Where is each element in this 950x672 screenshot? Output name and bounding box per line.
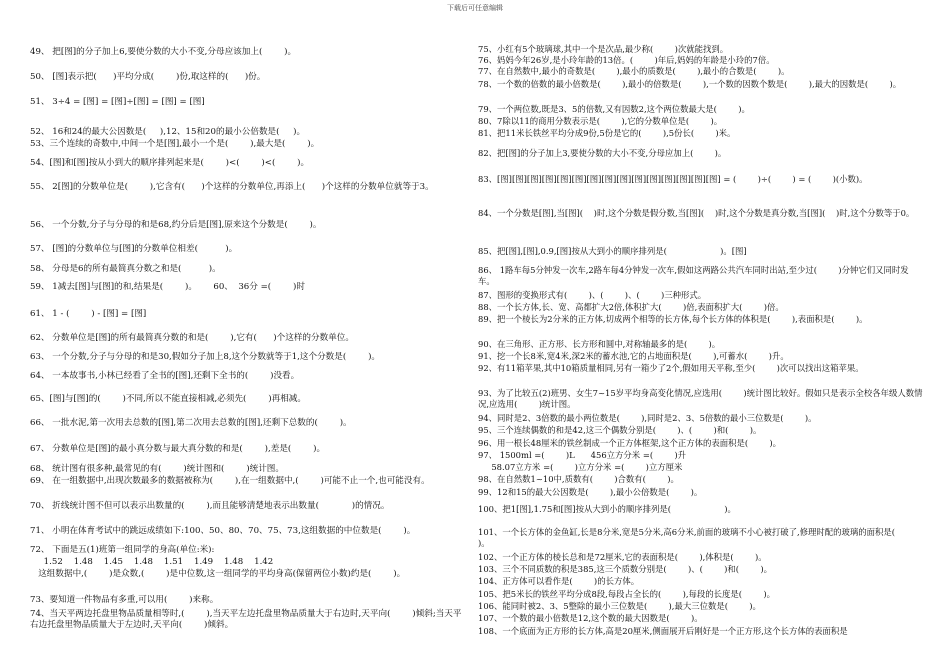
question-item: 56、 一个分数,分子与分母的和是68,约分后是[图],原来这个分数是( )。 — [30, 220, 322, 230]
question-item: 104、正方体可以看作是( )的长方体。 — [478, 576, 640, 586]
question-item: 这组数据中,( )是众数,( )是中位数,这一组同学的平均身高(保留两位小数)约是( )。 — [30, 569, 406, 579]
question-item: 76、妈妈今年26岁,是小玲年龄的13倍。( )年后,妈妈的年龄是小玲的7倍。 — [478, 55, 775, 65]
question-item: 83、[图][图][图][图][图][图][图][图][图][图][图][图][图][图][图] = ( )÷( ) = ( )(小数)。 — [478, 174, 868, 184]
question-item: 91、挖一个长8米,宽4米,深2米的蓄水池,它的占地面积是( ),可蓄水( )升。 — [478, 351, 789, 361]
question-item: 1.52 1.48 1.45 1.48 1.51 1.49 1.48 1.42 — [30, 557, 274, 567]
question-item: 59、 1减去[图]与[图]的和,结果是( )。 60、 36分 =( )时 — [30, 282, 305, 292]
question-item: 82、把[图]的分子加上3,要使分数的大小不变,分母应加上( )。 — [478, 148, 727, 158]
question-item: 103、三个不同质数的积是385,这三个质数分别是( )、( )和( )。 — [478, 564, 773, 574]
question-item: 58、 分母是6的所有最简真分数之和是( )。 — [30, 264, 221, 274]
question-item: 101、一个长方体的金鱼缸,长是8分米,宽是5分米,高6分米,前面的玻璃不小心被打破了,修理时配的玻璃的面积是( )。 — [478, 527, 917, 548]
question-item: 69、 在一组数据中,出现次数最多的数据被称为( ),在一组数据中,( )可能不止一个,也可能没有。 — [30, 476, 430, 486]
page-header: 下载后可任意编辑 — [447, 4, 503, 12]
question-item: 71、 小明在体育考试中的跳远成绩如下:100、50、80、70、75、73,这组数据的中位数是( )。 — [30, 526, 416, 536]
question-item: 74、当天平两边托盘里物品质量相等时,( ),当天平左边托盘里物品质量大于右边时,天平向( )倾斜;当天平右边托盘里物品质量大于左边时,天平向( )倾斜。 — [30, 609, 462, 630]
question-item: 50、 [图]表示把( )平均分成( )份,取这样的( )份。 — [30, 72, 266, 82]
question-item: 61、 1 - ( ) - [图] = [图] — [30, 309, 147, 319]
question-item: 106、能同时被2、3、5整除的最小三位数是( ),最大三位数是( )。 — [478, 601, 761, 611]
question-item: 94、同时是2、3倍数的最小两位数是( ),同时是2、3、5倍数的最小三位数是( )。 — [478, 413, 817, 423]
question-item: 66、 一批水泥,第一次用去总数的[图],第二次用去总数的[图],还剩下总数的( )。 — [30, 418, 352, 428]
question-item: 100、把1[图],1.75和[图]按从大到小的顺序排列是( )。 — [478, 504, 736, 514]
question-item: 97、 1500ml =( )L 456立方分米 =( )升 — [478, 450, 687, 460]
question-item: 54、[图]和[图]按从小到大的顺序排列起来是( )<( )<( )。 — [30, 158, 310, 168]
question-item: 75、小红有5个玻璃球,其中一个是次品,最少称( )次就能找到。 — [478, 44, 729, 54]
question-item: 107、一个数的最小倍数是12,这个数的最大因数是( )。 — [478, 613, 703, 623]
question-item: 49、 把[图]的分子加上6,要使分数的大小不变,分母应该加上( )。 — [30, 47, 297, 57]
question-item: 80、7除以11的商用分数表示是( ),它的分数单位是( )。 — [478, 116, 723, 126]
question-item: 108、一个底面为正方形的长方体,高是20厘米,侧面展开后刚好是一个正方形,这个长方体的表面积是 — [478, 626, 848, 636]
question-item: 95、三个连续偶数的和是42,这三个偶数分别是( )、( )和( )。 — [478, 425, 762, 435]
question-item: 102、一个正方体的棱长总和是72厘米,它的表面积是( ),体积是( )。 — [478, 552, 767, 562]
question-item: 67、 分数单位是[图]的最小真分数与最大真分数的和是( ),差是( )。 — [30, 444, 326, 454]
question-item: 85、把[图],[图],0.9,[图]按从大到小的顺序排列是( )。[图] — [478, 246, 747, 256]
question-item: 88、一个长方体,长、宽、高都扩大2倍,体积扩大( )倍,表面积扩大( )倍。 — [478, 302, 784, 312]
question-item: 57、 [图]的分数单位与[图]的分数单位相差( )。 — [30, 244, 238, 254]
question-item: 63、 一个分数,分子与分母的和是30,假如分子加上8,这个分数就等于1,这个分数是( )。 — [30, 352, 381, 362]
question-item: 51、 3÷4 = [图] = [图]÷[图] = [图] = [图] — [30, 97, 205, 107]
question-item: 53、三个连续的奇数中,中间一个是[图],最小一个是( ),最大是( )。 — [30, 139, 320, 149]
question-item: 62、 分数单位是[图]的所有最简真分数的和是( ),它有( )个这样的分数单位。 — [30, 333, 354, 343]
question-item: 105、把5米长的铁丝平均分成8段,每段占全长的( ),每段的长度是( )。 — [478, 589, 776, 599]
right-column — [478, 44, 923, 672]
left-column — [30, 44, 470, 672]
question-item: 65、[图]与[图]的( )不同,所以不能直接相减,必须先( )再相减。 — [30, 394, 306, 404]
question-item: 52、 16和24的最大公因数是( ),12、15和20的最小公倍数是( )。 — [30, 127, 306, 137]
question-item: 93、为了比较五(2)班男、女生7~15岁平均身高变化情况,应选用( )统计图比较好。假如只是表示全校各年级人数情况,应选用( )统计图。 — [478, 388, 923, 409]
question-item: 68、 统计图有很多种,最常见的有( )统计图和( )统计图。 — [30, 464, 284, 474]
question-item: 99、12和15的最大公因数是( ),最小公倍数是( )。 — [478, 487, 703, 497]
question-item: 87、图形的变换形式有( )、( )、( )三种形式。 — [478, 290, 707, 300]
question-item: 92、有11箱苹果,其中10箱质量相同,另有一箱少了2个,假如用天平称,至少( )次可以找出这箱苹果。 — [478, 363, 864, 373]
question-item: 86、 1路车每5分钟发一次车,2路车每4分钟发一次车,假如这两路公共汽车同时出站,至少过( )分钟它们又同时发车。 — [478, 265, 909, 286]
question-item: 96、用一根长48厘米的铁丝制成一个正方体框架,这个正方体的表面积是( )。 — [478, 438, 782, 448]
question-item: 58.07立方米 =( )立方分米 =( )立方厘米 — [478, 462, 683, 472]
question-item: 79、一个两位数,既是3、5的倍数,又有因数2,这个两位数最大是( )。 — [478, 104, 750, 114]
question-item: 70、 折线统计图不但可以表示出数量的( ),而且能够清楚地表示出数量( )的情况。 — [30, 501, 390, 511]
question-item: 84、一个分数是[图],当[图]( )时,这个分数是假分数,当[图]( )时,这个分数是真分数,当[图]( )时,这个分数等于0。 — [478, 208, 915, 218]
question-item: 73、要知道一件物品有多重,可以用( )来称。 — [30, 595, 219, 605]
question-item: 98、在自然数1~10中,质数有( )合数有( )。 — [478, 474, 679, 484]
question-item: 81、把11米长铁丝平均分成9份,5份是它的( ),5份长( )米。 — [478, 128, 736, 138]
question-item: 77、在自然数中,最小的奇数是( ),最小的质数是( ),最小的合数是( )。 — [478, 66, 790, 76]
question-item: 78、一个数的倍数的最小倍数是( ),最小的倍数是( ),一个数的因数个数是( ),最大的因数是( )。 — [478, 79, 902, 89]
question-item: 55、 2[图]的分数单位是( ),它含有( )个这样的分数单位,再添上( )个这样的分数单位就等于3。 — [30, 182, 434, 192]
question-item: 64、 一本故事书,小林已经看了全书的[图],还剩下全书的( )没看。 — [30, 371, 300, 381]
question-item: 90、在三角形、正方形、长方形和圆中,对称轴最多的是( )。 — [478, 339, 721, 349]
question-item: 89、把一个棱长为2分米的正方体,切成两个相等的长方体,每个长方体的体积是( ),表面积是( )。 — [478, 314, 868, 324]
question-item: 72、 下面是五(1)班第一组同学的身高(单位:米): — [30, 545, 215, 555]
